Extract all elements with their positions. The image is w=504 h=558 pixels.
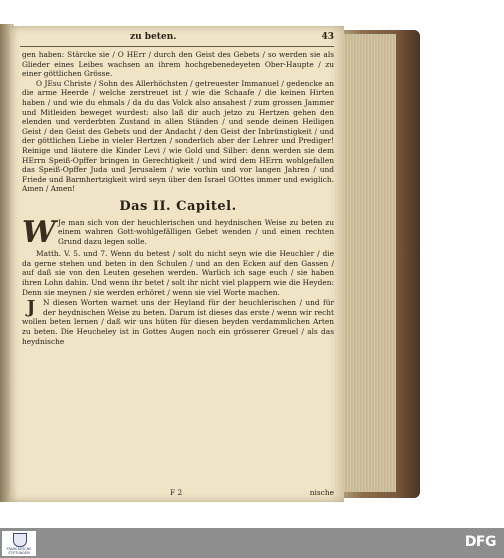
- logo-line-1: FRANCKESCHE: [6, 547, 32, 551]
- closing-paragraph-block: [22, 298, 334, 346]
- decorated-initial-2: J: [26, 297, 36, 319]
- page-footer: [20, 488, 334, 498]
- chapter-summary-block: [22, 214, 334, 250]
- paragraph-prayer-jesu: O JEsu Christe / Sohn des Allerhöchsten / getreuester Immanuel / gedencke an die arme Heerde / welche zerstreuet ist / wie die Schaafe / die keinen Hirten haben / und wie du ehmals / da du das Volck also ansahest / zum grossen Jammer und Mitleiden beweget wurdest: also laß dir auch jetzo zu Hertzen gehen den elenden und verderbten Zustand in allen Ständen / und sende deinen Heiligen Geist / den Geist des Gebets und der Andacht / den Geist der Inbrünstigkeit / und der göttlichen Liebe in vieler Hertzen / sonderlich aber der Lehrer und Prediger! Reinige und läutere die Kinder Levi / wie Gold und Silber: denn werden sie dem HErrn Speiß-Opffer bringen in Gerechtigkeit / und wird dem HErrn wohlgefallen das Speiß-Opffer Juda und Jerusalem / wie vorhin und vor langen Jahren / und Friede und Barmhertzigkeit wird seyn über den Israel GOttes immer und ewiglich. Amen / Amen!: [22, 78, 334, 194]
- running-head: [20, 32, 334, 47]
- scripture-quote: Matth. V. 5. und 7. Wenn du betest / solt du nicht seyn wie die Heuchler / die da gerne stehen und beten in den Schulen / und an den Ecken auf den Gassen / auf daß sie von den Leuten gesehen werden. Warlich ich sage euch / sie haben ihren Lohn dahin. Und wenn ihr betet / solt ihr nicht viel plappern wie die Heyden: Denn sie meynen / sie werden erhöret / wenn sie viel Worte machen.: [22, 249, 334, 297]
- page-body: [22, 50, 334, 346]
- catchword: nische: [309, 488, 334, 497]
- page-edges: [338, 34, 396, 492]
- running-title: zu beten.: [130, 32, 177, 42]
- closing-paragraph: N diesen Worten warnet uns der Heyland für der heuchlerischen / und für der heydnischen Weise zu beten. Darum ist dieses das erste / wenn wir recht wollen beten lernen / daß wir uns hüten für diesen beyden verdammlichen Arten zu beten. Die Heucheley ist in Gottes Augen noch ein grösserer Greuel / als das heydnische: [22, 298, 334, 346]
- paragraph-prayer-end: gen haben: Stärcke sie / O HErr / durch den Geist des Gebets / so werden sie als Glieder eines Leibes wachsen an ihrem hochgebenedeyeten Ober-Haupte / zu einer göttlichen Grösse.: [22, 50, 334, 79]
- crest-icon: [13, 533, 27, 547]
- viewer-footer-bar: [0, 528, 504, 558]
- chapter-summary: Je man sich von der heuchlerischen und heydnischen Weise zu beten zu einem wahren Gott-wohlgefälligen Gebet wenden / und einen rechten Grund dazu legen solle.: [58, 217, 334, 246]
- decorated-initial: W: [22, 214, 56, 250]
- franckesche-stiftungen-logo[interactable]: [2, 531, 36, 556]
- chapter-heading: Das II. Capitel.: [119, 198, 237, 214]
- signature-mark: F 2: [170, 488, 183, 497]
- page-number: 43: [321, 32, 334, 42]
- book-page: [10, 26, 344, 502]
- dfg-logo[interactable]: DFG: [464, 534, 496, 550]
- logo-line-2: STIFTUNGEN: [8, 551, 30, 555]
